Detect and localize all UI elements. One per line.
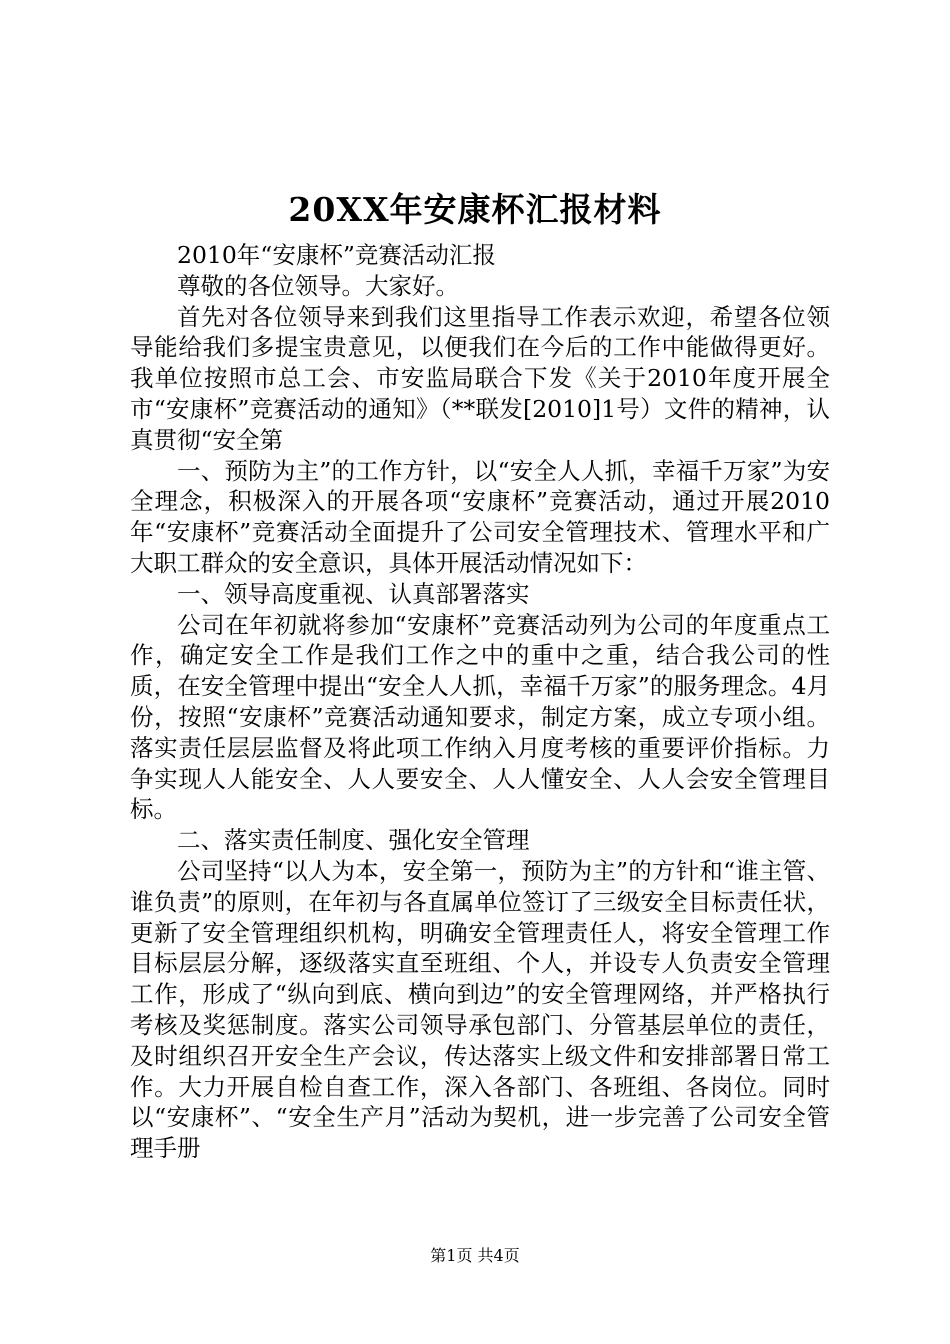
section-1-paragraph: 公司在年初就将参加“安康杯”竞赛活动列为公司的年度重点工作，确定安全工作是我们工作之中的重中之重，结合我公司的性质，在安全管理中提出“安全人人抓，幸福千万家”的服务理念。4月份，按照“安康杯”竞赛活动通知要求，制定方案，成立专项小组。落实责任层层监督及将此项工作纳入月度考核的重要评价指标。力争实现人人能安全、人人要安全、人人懂安全、人人会安全管理目标。	[130, 610, 830, 824]
section-2-paragraph: 公司坚持“以人为本，安全第一，预防为主”的方针和“谁主管、谁负责”的原则，在年初与各直属单位签订了三级安全目标责任状，更新了安全管理组织机构，明确安全管理责任人，将安全管理工作目标层层分解，逐级落实直至班组、个人，并设专人负责安全管理工作，形成了“纵向到底、横向到边”的安全管理网络，并严格执行考核及奖惩制度。落实公司领导承包部门、分管基层单位的责任，及时组织召开安全生产会议，传达落实上级文件和安排部署日常工作。大力开展自检自查工作，深入各部门、各班组、各岗位。同时以“安康杯”、“安全生产月”活动为契机，进一步完善了公司安全管理手册	[130, 856, 830, 1163]
greeting: 尊敬的各位领导。大家好。	[177, 271, 459, 300]
document-title: 20XX年安康杯汇报材料	[288, 190, 662, 229]
section-heading-1: 一、领导高度重视、认真部署落实	[177, 579, 530, 608]
document-body	[130, 240, 830, 1164]
section-heading-2: 二、落实责任制度、强化安全管理	[177, 826, 530, 855]
report-heading: 2010年“安康杯”竞赛活动汇报	[177, 241, 496, 269]
intro-paragraph: 首先对各位领导来到我们这里指导工作表示欢迎，希望各位领导能给我们多提宝贵意见，以便我们在今后的工作中能做得更好。我单位按照市总工会、市安监局联合下发《关于2010年度开展全市“安康杯”竞赛活动的通知》（**联发[2010]1号）文件的精神，认真贯彻“安全第	[130, 302, 830, 454]
page-number-footer: 第1页 共4页	[430, 1246, 520, 1265]
policy-paragraph: 一、预防为主”的工作方针，以“安全人人抓，幸福千万家”为安全理念，积极深入的开展各项“安康杯”竞赛活动，通过开展2010年“安康杯”竞赛活动全面提升了公司安全管理技术、管理水平和广大职工群众的安全意识，具体开展活动情况如下：	[130, 456, 830, 577]
